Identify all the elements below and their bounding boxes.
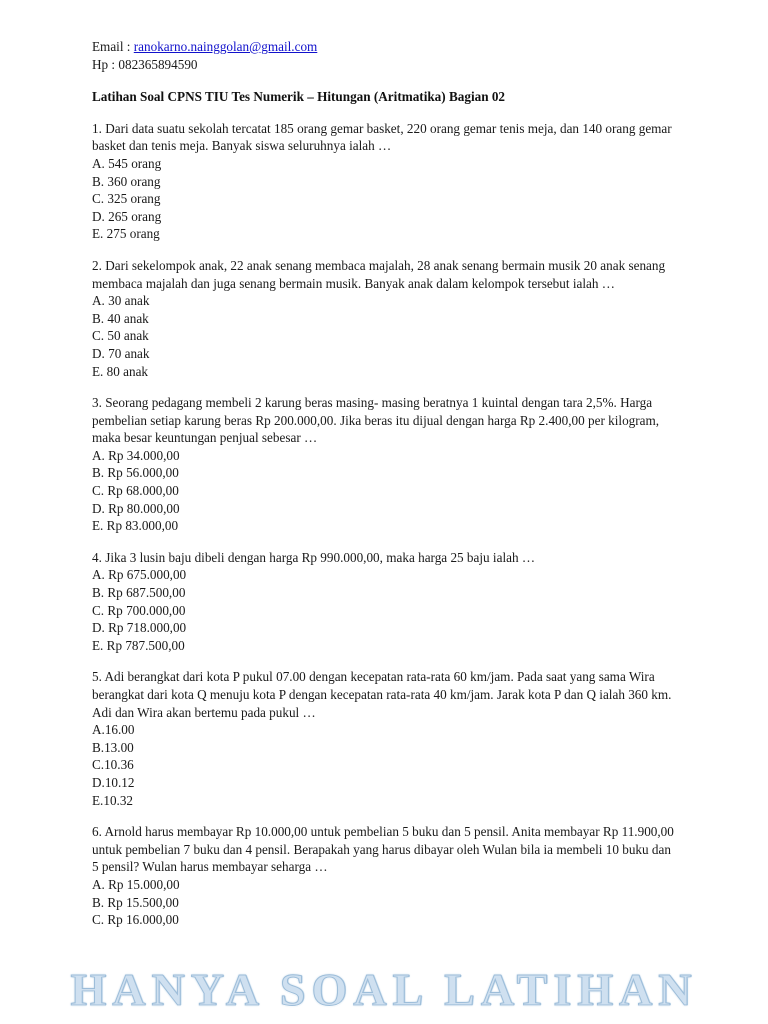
question-text: 4. Jika 3 lusin baju dibeli dengan harga Rp 990.000,00, maka harga 25 baju ialah …	[92, 549, 536, 565]
option-b[interactable]: B. 360 orang	[92, 173, 161, 189]
question-block	[92, 257, 676, 380]
option-a[interactable]: A. 545 orang	[92, 155, 162, 171]
question-block	[92, 549, 676, 655]
option-c[interactable]: C. Rp 700.000,00	[92, 602, 186, 618]
option-a[interactable]: A. Rp 675.000,00	[92, 567, 187, 583]
option-e[interactable]: E.10.32	[92, 792, 134, 808]
question-block	[92, 823, 676, 929]
question-text: 5. Adi berangkat dari kota P pukul 07.00 dengan kecepatan rata-rata 60 km/jam. Pada saat yang sama Wira berangkat dari kota Q menuju kota P dengan kecepatan rata-rata 40 km/jam. Jarak kota P dan Q ialah 360 km. Adi dan Wira akan bertemu pada pukul …	[92, 669, 672, 720]
question-block	[92, 668, 676, 809]
contact-email-line	[92, 38, 676, 56]
question-block	[92, 120, 676, 243]
question-block	[92, 394, 676, 535]
option-b[interactable]: B. Rp 15.500,00	[92, 894, 179, 910]
option-c[interactable]: C. 325 orang	[92, 191, 161, 207]
option-e[interactable]: E. Rp 787.500,00	[92, 637, 185, 653]
contact-phone-line: Hp : 082365894590	[92, 56, 198, 72]
option-d[interactable]: D. 265 orang	[92, 208, 162, 224]
option-a[interactable]: A. Rp 15.000,00	[92, 876, 180, 892]
option-a[interactable]: A. Rp 34.000,00	[92, 447, 180, 463]
question-text: 1. Dari data suatu sekolah tercatat 185 orang gemar basket, 220 orang gemar tenis meja, dan 140 orang gemar basket dan tenis meja. Banyak siswa seluruhnya ialah …	[92, 120, 672, 154]
option-d[interactable]: D. 70 anak	[92, 345, 150, 361]
option-a[interactable]: A.16.00	[92, 722, 135, 738]
option-d[interactable]: D.10.12	[92, 774, 135, 790]
option-e[interactable]: E. 80 anak	[92, 363, 149, 379]
watermark: HANYA SOAL LATIHAN	[70, 964, 698, 1015]
option-c[interactable]: C.10.36	[92, 757, 134, 773]
page-title: Latihan Soal CPNS TIU Tes Numerik – Hitungan (Aritmatika) Bagian 02	[92, 89, 506, 105]
option-b[interactable]: B. Rp 687.500,00	[92, 585, 186, 601]
option-b[interactable]: B. Rp 56.000,00	[92, 465, 179, 481]
option-e[interactable]: E. Rp 83.000,00	[92, 518, 179, 534]
option-d[interactable]: D. Rp 80.000,00	[92, 500, 180, 516]
option-c[interactable]: C. 50 anak	[92, 328, 149, 344]
option-c[interactable]: C. Rp 68.000,00	[92, 483, 179, 499]
question-text: 2. Dari sekelompok anak, 22 anak senang membaca majalah, 28 anak senang bermain musik 20 anak senang membaca majalah dan juga senang bermain musik. Banyak anak dalam kelompok tersebut ialah …	[92, 257, 666, 291]
option-b[interactable]: B.13.00	[92, 739, 134, 755]
option-a[interactable]: A. 30 anak	[92, 293, 150, 309]
question-text: 6. Arnold harus membayar Rp 10.000,00 untuk pembelian 5 buku dan 5 pensil. Anita membayar Rp 11.900,00 untuk pembelian 7 buku dan 4 pensil. Berapakah yang harus dibayar oleh Wulan bila ia membeli 10 buku dan 5 pensil? Wulan harus membayar seharga …	[92, 824, 674, 875]
email-link[interactable]: ranokarno.nainggolan@gmail.com	[133, 39, 318, 54]
option-d[interactable]: D. Rp 718.000,00	[92, 620, 187, 636]
option-b[interactable]: B. 40 anak	[92, 310, 149, 326]
option-c[interactable]: C. Rp 16.000,00	[92, 912, 179, 928]
option-e[interactable]: E. 275 orang	[92, 226, 160, 242]
email-label: Email :	[92, 39, 134, 54]
question-text: 3. Seorang pedagang membeli 2 karung beras masing- masing beratnya 1 kuintal dengan tara 2,5%. Harga pembelian setiap karung beras Rp 200.000,00. Jika beras itu dijual dengan harga Rp 2.400,00 per kilogram, maka besar keuntungan penjual sebesar …	[92, 395, 660, 446]
